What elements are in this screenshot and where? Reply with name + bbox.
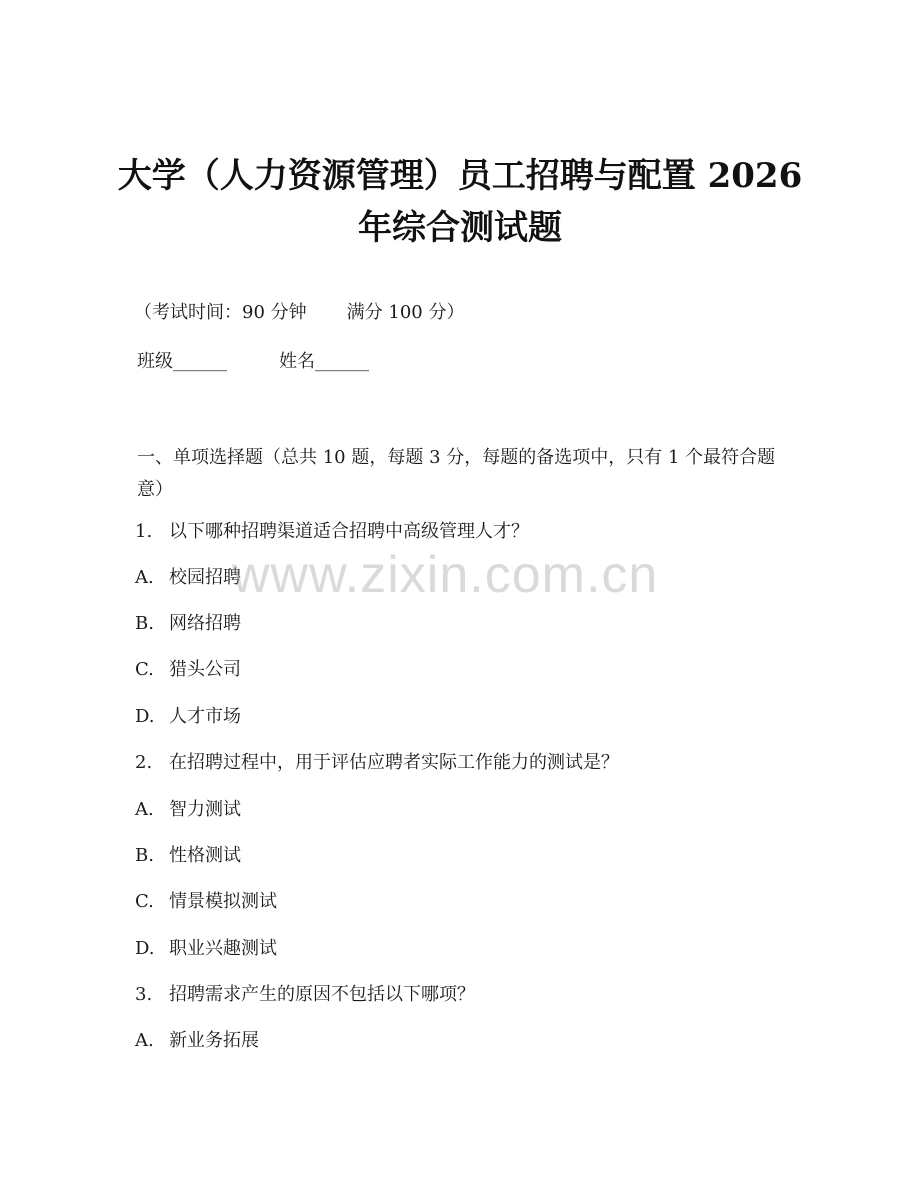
question-text: 招聘需求产生的原因不包括以下哪项？ — [169, 984, 475, 1005]
question-text: 以下哪种招聘渠道适合招聘中高级管理人才？ — [169, 521, 529, 542]
exam-meta — [134, 302, 464, 324]
option-text: 职业兴趣测试 — [169, 938, 277, 959]
option-text: 猎头公司 — [169, 659, 241, 680]
option-text: 智力测试 — [169, 799, 241, 820]
question-2-option-a — [135, 799, 241, 821]
question-number: 2. — [135, 752, 153, 773]
watermark: www.zixin.com.cn — [232, 546, 659, 604]
option-letter: A. — [135, 799, 154, 820]
option-text: 新业务拓展 — [169, 1030, 259, 1051]
question-text: 在招聘过程中，用于评估应聘者实际工作能力的测试是？ — [169, 752, 619, 773]
question-2 — [135, 752, 619, 774]
option-text: 性格测试 — [169, 845, 241, 866]
question-1-option-c — [135, 659, 241, 681]
option-letter: C. — [135, 659, 154, 680]
question-2-option-b — [135, 845, 241, 867]
question-3-option-a — [135, 1030, 259, 1052]
question-1-option-d — [135, 706, 241, 728]
option-letter: B. — [135, 613, 154, 634]
question-1-option-b — [135, 613, 241, 635]
exam-time: （考试时间：90 分钟 — [134, 302, 307, 323]
document-title — [0, 150, 920, 254]
title-line-2: 年综合测试题 — [358, 208, 562, 248]
question-2-option-c — [135, 891, 277, 913]
option-text: 情景模拟测试 — [169, 891, 277, 912]
question-1 — [135, 521, 529, 543]
option-letter: D. — [135, 706, 155, 727]
student-info — [137, 351, 369, 373]
class-field: 班级______ — [137, 351, 227, 372]
option-text: 网络招聘 — [169, 613, 241, 634]
option-text: 校园招聘 — [169, 567, 241, 588]
question-3 — [135, 984, 475, 1006]
option-text: 人才市场 — [169, 706, 241, 727]
option-letter: C. — [135, 891, 154, 912]
option-letter: A. — [135, 1030, 154, 1051]
option-letter: A. — [135, 567, 154, 588]
exam-score: 满分 100 分） — [346, 302, 465, 323]
title-line-1: 大学（人力资源管理）员工招聘与配置 2026 — [117, 156, 803, 196]
name-field: 姓名______ — [279, 351, 369, 372]
section-heading: 一、单项选择题（总共 10 题，每题 3 分，每题的备选项中，只有 1 个最符合题意） — [137, 447, 776, 500]
option-letter: D. — [135, 938, 155, 959]
question-number: 1. — [135, 521, 153, 542]
option-letter: B. — [135, 845, 154, 866]
question-number: 3. — [135, 984, 153, 1005]
question-2-option-d — [135, 938, 277, 960]
question-1-option-a — [135, 567, 241, 589]
